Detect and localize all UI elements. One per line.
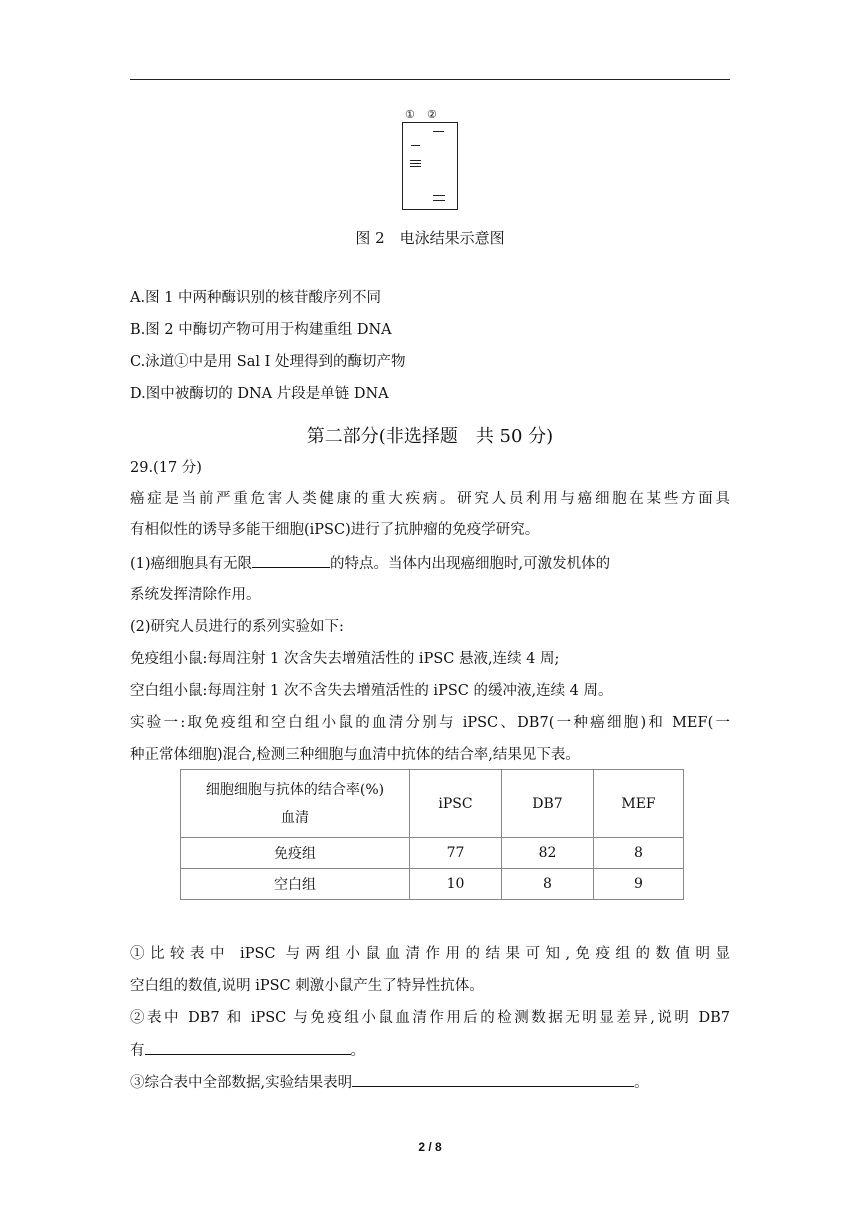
question-number: 29.(17 分) [130,460,202,476]
sub-question-3-line [130,1072,649,1093]
part1-text-a: (1)癌细胞具有无限 [130,556,253,572]
table-cell: 10 [410,869,502,900]
column-header-db7: DB7 [502,770,594,838]
option-d: D.图中被酶切的 DNA 片段是单链 DNA [130,386,389,402]
table-row [181,869,684,900]
gel-box [402,122,458,210]
table-header-corner [181,770,410,838]
lane-label-1: ① [405,108,415,121]
header-top-label: 细胞细胞与抗体的结合率(%) [205,781,385,798]
header-bottom-label: 血清 [281,809,309,826]
figure-caption: 图 2 电泳结果示意图 [355,229,505,247]
section-heading: 第二部分(非选择题 共 50 分) [306,426,554,447]
experiment1-line-2: 种正常体细胞)混合,检测三种细胞与血清中抗体的结合率,结果见下表。 [130,747,580,763]
column-header-mef: MEF [594,770,684,838]
gel-band [410,160,421,161]
header-rule [130,79,730,80]
gel-band [410,163,421,164]
row-label: 免疫组 [181,838,410,869]
row-label: 空白组 [181,869,410,900]
sub-question-2-prefix: 有 [130,1043,145,1059]
table-cell: 9 [594,869,684,900]
lane-label-2: ② [427,108,437,121]
gel-band [410,166,421,167]
sub-question-3-prefix: ③综合表中全部数据,实验结果表明 [130,1075,353,1091]
sub-question-2-suffix: 。 [350,1043,365,1059]
table-cell: 77 [410,838,502,869]
gel-band [433,195,445,196]
sub-question-1-line-1: ①比较表中 iPSC 与两组小鼠血清作用的结果可知,免疫组的数值明显 [130,946,730,962]
table-cell: 82 [502,838,594,869]
column-header-ipsc: iPSC [410,770,502,838]
gel-band [433,200,445,201]
part1-line [130,553,610,574]
results-table [180,769,684,900]
table-cell: 8 [594,838,684,869]
immune-group-line: 免疫组小鼠:每周注射 1 次含失去增殖活性的 iPSC 悬液,连续 4 周; [130,651,560,667]
part2-line: (2)研究人员进行的系列实验如下: [130,619,344,635]
experiment1-line-1: 实验一:取免疫组和空白组小鼠的血清分别与 iPSC、DB7(一种癌细胞)和 MEF(一 [130,715,730,731]
gel-band [433,131,444,132]
sub-question-1-line-2: 空白组的数值,说明 iPSC 刺激小鼠产生了特异性抗体。 [130,978,484,994]
blank-group-line: 空白组小鼠:每周注射 1 次不含失去增殖活性的 iPSC 的缓冲液,连续 4 周。 [130,683,613,699]
option-c: C.泳道①中是用 Sal Ⅰ 处理得到的酶切产物 [130,354,406,370]
part1-line-2: 系统发挥清除作用。 [130,587,261,603]
table-row [181,838,684,869]
intro-line-2: 有相似性的诱导多能干细胞(iPSC)进行了抗肿瘤的免疫学研究。 [130,522,540,538]
intro-line-1: 癌症是当前严重危害人类健康的重大疾病。研究人员利用与癌细胞在某些方面具 [130,491,730,507]
answer-blank-1[interactable] [252,553,330,568]
sub-question-2-line-2 [130,1040,365,1061]
table-cell: 8 [502,869,594,900]
answer-blank-2[interactable] [145,1040,351,1055]
option-a: A.图 1 中两种酶识别的核苷酸序列不同 [130,290,382,306]
gel-band [411,145,420,146]
answer-blank-3[interactable] [352,1072,634,1087]
page-number: 2 / 8 [418,1140,442,1154]
sub-question-3-suffix: 。 [634,1075,649,1091]
option-b: B.图 2 中酶切产物可用于构建重组 DNA [130,322,392,338]
sub-question-2-line-1: ②表中 DB7 和 iPSC 与免疫组小鼠血清作用后的检测数据无明显差异,说明 DB7 [130,1010,730,1026]
part1-text-b: 的特点。当体内出现癌细胞时,可激发机体的 [330,556,611,572]
